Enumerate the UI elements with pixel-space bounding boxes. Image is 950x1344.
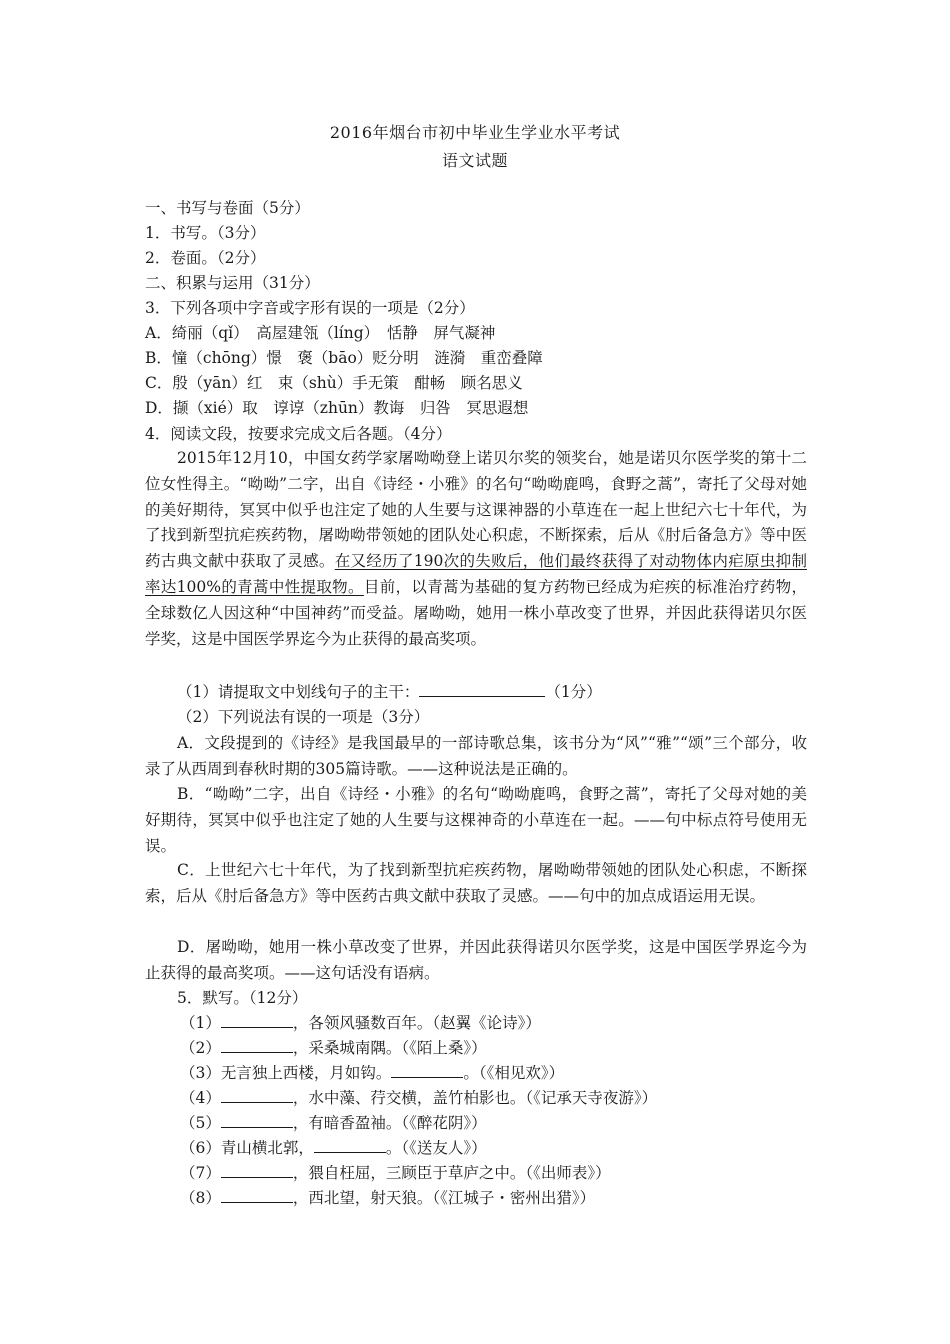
answer-blank[interactable] [221, 1113, 293, 1128]
answer-blank[interactable] [221, 1038, 293, 1053]
option-line: D．撷（xié）取 谆谆（zhūn）教诲 归咎 冥思遐想 [145, 399, 529, 417]
option-text: B．“呦呦”二字，出自《诗经・小雅》的名句“呦呦鹿鸣，食野之蒿”，寄托了父母对她的美好期待，冥冥中似乎也注定了她的人生要与这棵神奇的小草连在一起。——句中标点符号使用无误。 [145, 785, 807, 855]
option-text: A．文段提到的《诗经》是我国最早的一部诗歌总集，该书分为“风”“雅”“颂”三个部分，收录了从西周到春秋时期的305篇诗歌。——这种说法是正确的。 [145, 734, 807, 778]
dictation-text: ，猥自枉屈，三顾臣于草庐之中。（《出师表》） [292, 1164, 611, 1182]
option-a [145, 731, 807, 783]
answer-blank[interactable] [221, 1013, 293, 1028]
question-line: 4．阅读文段，按要求完成文后各题。（4分） [145, 425, 452, 443]
question-line: 3．下列各项中字音或字形有误的一项是（2分） [145, 299, 475, 317]
dictation-text: ，各领风骚数百年。（赵翼《论诗》） [292, 1014, 541, 1032]
question-5-title: 5．默写。（12分） [177, 989, 308, 1007]
dictation-prefix: （7） [180, 1164, 221, 1182]
dictation-text: 。（《送友人》） [385, 1139, 487, 1157]
sub-question-text: （1）请提取文中划线句子的主干： [177, 683, 420, 701]
answer-blank[interactable] [221, 1188, 293, 1203]
sub-question-1 [177, 681, 602, 703]
dictation-prefix: （4） [180, 1089, 221, 1107]
option-text: D．屠呦呦，她用一株小草改变了世界，并因此获得诺贝尔医学奖，这是中国医学界迄今为止获得的最高奖项。——这句话没有语病。 [145, 938, 807, 982]
sub-question-2: （2）下列说法有误的一项是（3分） [177, 708, 430, 726]
answer-blank[interactable] [391, 1063, 463, 1078]
answer-blank[interactable] [221, 1088, 293, 1103]
dictation-item [180, 1112, 487, 1134]
underlined-sentence: 在又经历了190次的失败后，他们最终获得了对动物体内疟原虫抑制率达100%的青蒿中性提取物。 [145, 552, 807, 596]
exam-title: 2016年烟台市初中毕业生学业水平考试 [329, 123, 621, 142]
answer-blank[interactable] [314, 1138, 386, 1153]
option-d [145, 935, 807, 987]
dictation-text: ，采桑城南隅。（《陌上桑》） [292, 1039, 487, 1057]
reading-passage [145, 446, 807, 652]
section-heading: 二、积累与运用（31分） [145, 274, 320, 292]
option-text: C．上世纪六七十年代，为了找到新型抗疟疾药物，屠呦呦带领她的团队处心积虑，不断探索，后从《肘后备急方》等中医药古典文献中获取了灵感。——句中的加点成语运用无误。 [145, 861, 807, 905]
question-line: 2．卷面。（2分） [145, 249, 266, 267]
option-line: A．绮丽（qǐ） 高屋建瓴（líng） 恬静 屏气凝神 [145, 324, 496, 342]
dictation-text: 。（《相见欢》） [463, 1064, 565, 1082]
dictation-item [180, 1162, 611, 1184]
dictation-item [180, 1062, 564, 1084]
exam-subtitle: 语文试题 [441, 151, 508, 170]
passage-text: 2015年12月10，中国女药学家屠呦呦登上诺贝尔奖的领奖台，她是诺贝尔医学奖的第十二位女性得主。“呦呦”二字，出自《诗经・小雅》的名句“呦呦鹿鸣，食野之蒿”，寄托了父母对她的美好期待，冥冥中似乎也注定了她的人生要与这课神器的小草连在一起上世纪六七十年代，为了找到新型抗疟疾药物，屠呦呦带领她的团队处心积虑，不断探索，后从《肘后备急方》等中医药古典文献中获取了灵感。 [145, 449, 807, 571]
option-line: C．殷（yān）红 束（shù）手无策 酣畅 顾名思义 [145, 374, 523, 392]
section-heading: 一、书写与卷面（5分） [145, 199, 310, 217]
option-line: B．憧（chōng）憬 褒（bāo）贬分明 涟漪 重峦叠障 [145, 349, 543, 367]
dictation-prefix: （8） [180, 1189, 221, 1207]
passage-text: 目前，以青蒿为基础的复方药物已经成为疟疾的标准治疗药物，全球数亿人因这种“中国神药”而受益。屠呦呦，她用一株小草改变了世界，并因此获得诺贝尔医学奖，这是中国医学界迄今为止获得的最高奖项。 [145, 577, 807, 648]
answer-blank[interactable] [419, 682, 545, 697]
dictation-item [180, 1037, 487, 1059]
dictation-item [180, 1087, 657, 1109]
dictation-text: ，有暗香盈袖。（《醉花阴》） [292, 1114, 487, 1132]
question-line: 1．书写。（3分） [145, 224, 266, 242]
option-b [145, 782, 807, 859]
dictation-prefix: （3）无言独上西楼，月如钩。 [180, 1064, 392, 1082]
dictation-prefix: （5） [180, 1114, 221, 1132]
dictation-item [180, 1012, 541, 1034]
dictation-prefix: （2） [180, 1039, 221, 1057]
dictation-text: ，西北望，射天狼。（《江城子・密州出猎》） [292, 1189, 596, 1207]
dictation-item [180, 1187, 595, 1209]
option-c [145, 858, 807, 910]
answer-blank[interactable] [221, 1163, 293, 1178]
dictation-prefix: （6）青山横北郭， [180, 1139, 314, 1157]
dictation-item [180, 1137, 487, 1159]
dictation-prefix: （1） [180, 1014, 221, 1032]
sub-question-score: （1分） [545, 683, 602, 701]
dictation-text: ，水中藻、荇交横，盖竹柏影也。（《记承天寺夜游》） [292, 1089, 658, 1107]
